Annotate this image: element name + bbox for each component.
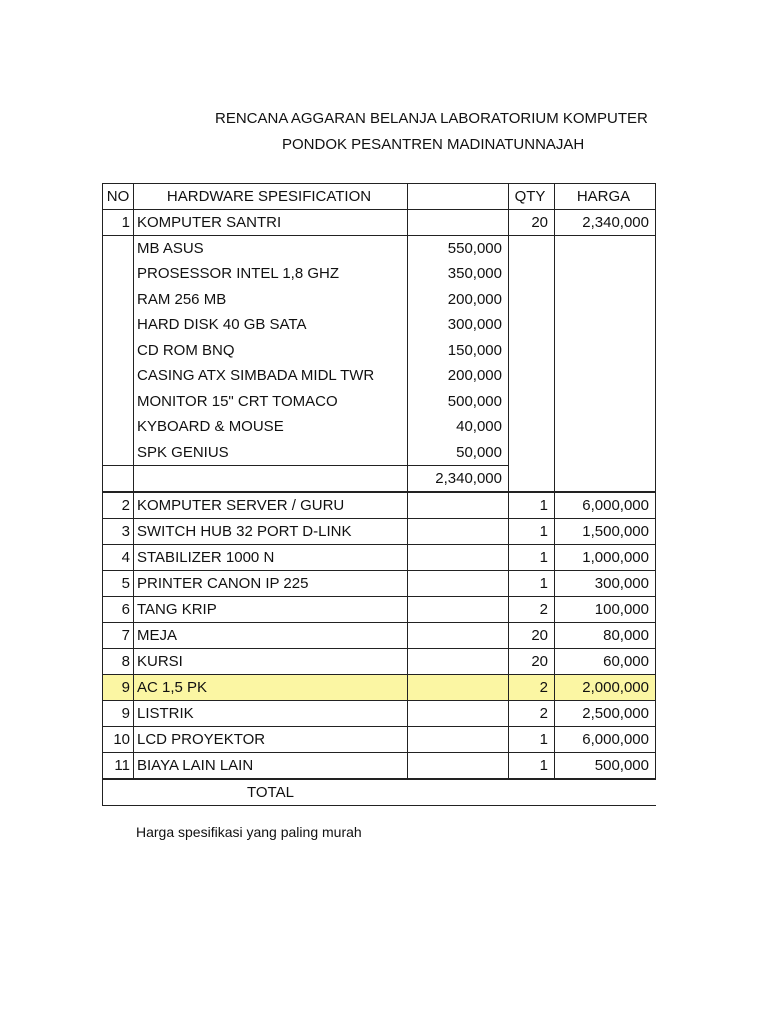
row-no: 6: [103, 596, 134, 622]
component-qty: [509, 338, 555, 364]
row-name: SWITCH HUB 32 PORT D-LINK: [134, 518, 408, 544]
subtotal-price: [555, 465, 656, 492]
component-no: [103, 287, 134, 313]
component-name: MONITOR 15" CRT TOMACO: [134, 389, 408, 415]
component-qty: [509, 440, 555, 466]
row-name: BIAYA LAIN LAIN: [134, 752, 408, 779]
row-name: KURSI: [134, 648, 408, 674]
table-row: [103, 752, 656, 779]
component-name: PROSESSOR INTEL 1,8 GHZ: [134, 261, 408, 287]
component-no: [103, 236, 134, 262]
row-subprice: [408, 544, 509, 570]
component-price: 550,000: [408, 236, 509, 262]
row-subprice: [408, 210, 509, 236]
header-price: HARGA: [555, 184, 656, 210]
header-name: HARDWARE SPESIFICATION: [134, 184, 408, 210]
row-price: 1,000,000: [555, 544, 656, 570]
row-price: 300,000: [555, 570, 656, 596]
header-subprice: [408, 184, 509, 210]
table-row: [103, 622, 656, 648]
row-no: 1: [103, 210, 134, 236]
row-subprice: [408, 492, 509, 519]
budget-table-body: [103, 184, 656, 806]
row-qty: 1: [509, 752, 555, 779]
row-price: 500,000: [555, 752, 656, 779]
component-qty: [509, 261, 555, 287]
row-no: 4: [103, 544, 134, 570]
row-price: 80,000: [555, 622, 656, 648]
row-qty: 1: [509, 726, 555, 752]
row-name: KOMPUTER SANTRI: [134, 210, 408, 236]
table-header-row: [103, 184, 656, 210]
row-price: 2,340,000: [555, 210, 656, 236]
table-row: [103, 648, 656, 674]
component-no: [103, 414, 134, 440]
component-no: [103, 389, 134, 415]
row-qty: 1: [509, 492, 555, 519]
row-qty: 1: [509, 570, 555, 596]
total-label: TOTAL: [103, 779, 509, 806]
component-row: [103, 236, 656, 262]
component-no: [103, 261, 134, 287]
component-no: [103, 363, 134, 389]
table-row: [103, 596, 656, 622]
row-subprice: [408, 752, 509, 779]
row-no: 9: [103, 700, 134, 726]
row-name: LCD PROYEKTOR: [134, 726, 408, 752]
table-row: [103, 570, 656, 596]
component-total: [555, 389, 656, 415]
component-row: [103, 287, 656, 313]
component-name: HARD DISK 40 GB SATA: [134, 312, 408, 338]
component-row: [103, 363, 656, 389]
row-no: 5: [103, 570, 134, 596]
component-total: [555, 312, 656, 338]
row-price: 100,000: [555, 596, 656, 622]
subtotal-name: [134, 465, 408, 492]
component-no: [103, 440, 134, 466]
row-price: 6,000,000: [555, 492, 656, 519]
component-price: 40,000: [408, 414, 509, 440]
component-name: CASING ATX SIMBADA MIDL TWR: [134, 363, 408, 389]
component-no: [103, 312, 134, 338]
component-qty: [509, 414, 555, 440]
component-total: [555, 261, 656, 287]
component-row: [103, 389, 656, 415]
component-total: [555, 363, 656, 389]
row-name: AC 1,5 PK: [134, 674, 408, 700]
component-price: 200,000: [408, 363, 509, 389]
component-name: CD ROM BNQ: [134, 338, 408, 364]
row-qty: 20: [509, 210, 555, 236]
subtotal-qty: [509, 465, 555, 492]
component-price: 350,000: [408, 261, 509, 287]
total-value: [555, 779, 656, 806]
components-subtotal: 2,340,000: [408, 465, 509, 492]
component-qty: [509, 236, 555, 262]
table-row-highlighted: [103, 674, 656, 700]
row-qty: 20: [509, 648, 555, 674]
component-row: [103, 440, 656, 466]
row-qty: 2: [509, 674, 555, 700]
row-no: 8: [103, 648, 134, 674]
total-qty: [509, 779, 555, 806]
component-price: 150,000: [408, 338, 509, 364]
row-name: STABILIZER 1000 N: [134, 544, 408, 570]
row-qty: 1: [509, 518, 555, 544]
component-row: [103, 414, 656, 440]
row-price: 2,000,000: [555, 674, 656, 700]
component-price: 200,000: [408, 287, 509, 313]
row-name: MEJA: [134, 622, 408, 648]
row-price: 2,500,000: [555, 700, 656, 726]
component-total: [555, 338, 656, 364]
subtotal-no: [103, 465, 134, 492]
row-subprice: [408, 726, 509, 752]
document-title: RENCANA AGGARAN BELANJA LABORATORIUM KOMPUTER: [215, 110, 648, 127]
table-row: [103, 492, 656, 519]
component-row: [103, 312, 656, 338]
component-name: RAM 256 MB: [134, 287, 408, 313]
row-subprice: [408, 518, 509, 544]
component-price: 50,000: [408, 440, 509, 466]
row-no: 9: [103, 674, 134, 700]
footnote: Harga spesifikasi yang paling murah: [136, 824, 362, 840]
row-no: 11: [103, 752, 134, 779]
table-row: [103, 210, 656, 236]
row-no: 7: [103, 622, 134, 648]
row-qty: 2: [509, 700, 555, 726]
row-subprice: [408, 648, 509, 674]
component-no: [103, 338, 134, 364]
row-name: LISTRIK: [134, 700, 408, 726]
component-price: 500,000: [408, 389, 509, 415]
row-subprice: [408, 700, 509, 726]
component-qty: [509, 287, 555, 313]
row-no: 3: [103, 518, 134, 544]
row-name: TANG KRIP: [134, 596, 408, 622]
component-total: [555, 440, 656, 466]
row-name: PRINTER CANON IP 225: [134, 570, 408, 596]
component-qty: [509, 389, 555, 415]
components-subtotal-row: [103, 465, 656, 492]
table-row: [103, 518, 656, 544]
budget-table: [102, 183, 656, 806]
header-no: NO: [103, 184, 134, 210]
row-price: 6,000,000: [555, 726, 656, 752]
row-qty: 1: [509, 544, 555, 570]
row-subprice: [408, 570, 509, 596]
row-price: 60,000: [555, 648, 656, 674]
component-qty: [509, 312, 555, 338]
row-subprice: [408, 674, 509, 700]
component-total: [555, 287, 656, 313]
component-qty: [509, 363, 555, 389]
row-no: 2: [103, 492, 134, 519]
component-name: KYBOARD & MOUSE: [134, 414, 408, 440]
row-subprice: [408, 622, 509, 648]
component-name: SPK GENIUS: [134, 440, 408, 466]
component-name: MB ASUS: [134, 236, 408, 262]
row-price: 1,500,000: [555, 518, 656, 544]
component-total: [555, 236, 656, 262]
row-no: 10: [103, 726, 134, 752]
component-row: [103, 261, 656, 287]
total-row: [103, 779, 656, 806]
component-price: 300,000: [408, 312, 509, 338]
table-row: [103, 544, 656, 570]
row-name: KOMPUTER SERVER / GURU: [134, 492, 408, 519]
row-qty: 20: [509, 622, 555, 648]
row-qty: 2: [509, 596, 555, 622]
table-row: [103, 726, 656, 752]
component-total: [555, 414, 656, 440]
header-qty: QTY: [509, 184, 555, 210]
component-row: [103, 338, 656, 364]
table-row: [103, 700, 656, 726]
row-subprice: [408, 596, 509, 622]
document-subtitle: PONDOK PESANTREN MADINATUNNAJAH: [282, 136, 585, 153]
